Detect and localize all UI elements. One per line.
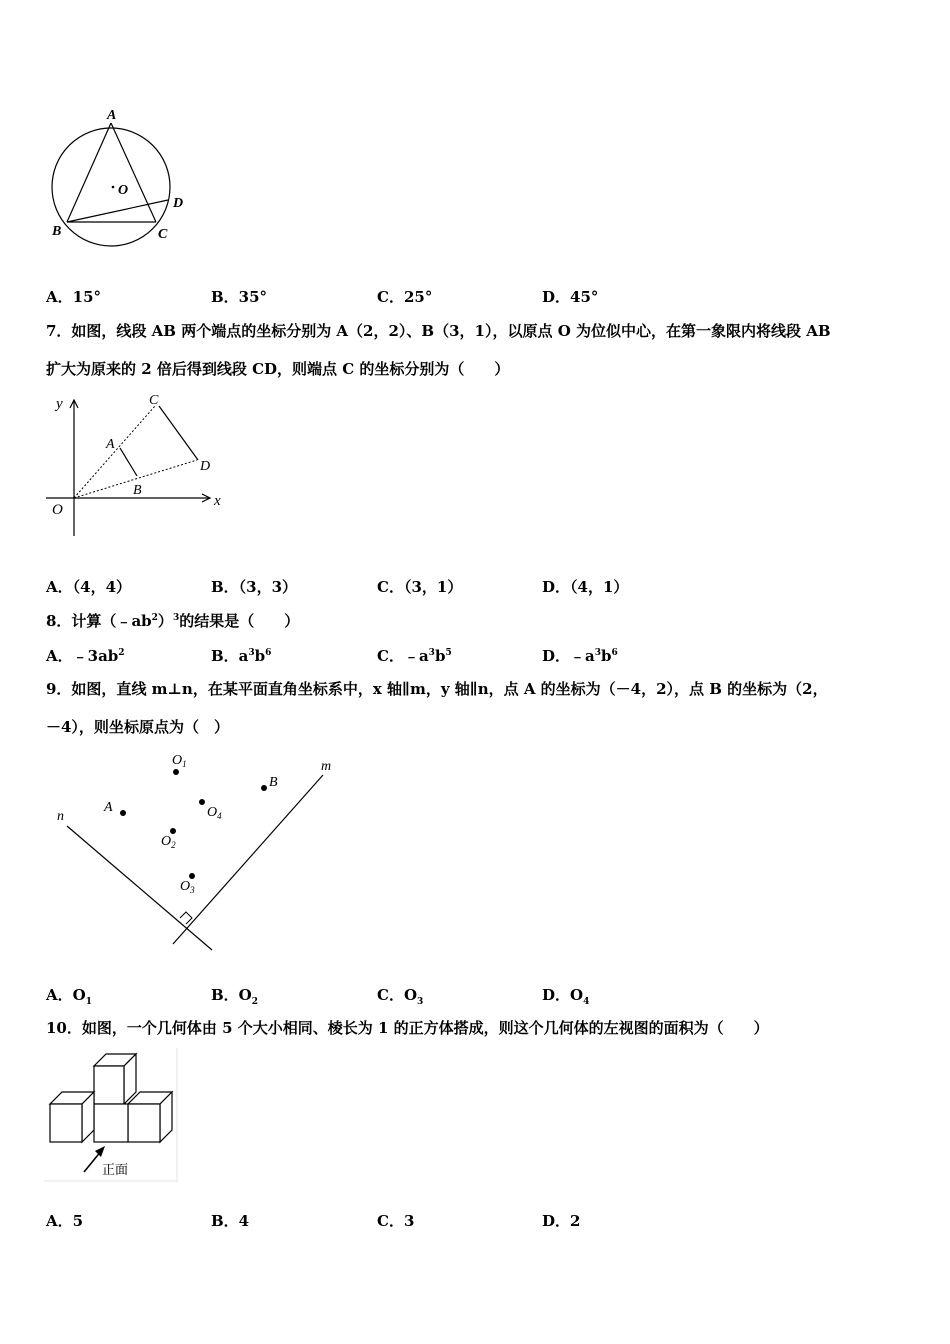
q8-option-c[interactable] — [377, 645, 452, 666]
q8-option-d-exp2: 6 — [611, 648, 618, 658]
q9-option-d-sub: 4 — [583, 997, 590, 1007]
q8-option-b-text: B．a — [211, 647, 249, 665]
label-d: D — [200, 459, 211, 474]
q9-stem-line2: －4），则坐标原点为（ ） — [46, 718, 229, 736]
front-arrow-head — [95, 1146, 105, 1157]
q8-option-c-mid: b — [434, 647, 446, 665]
segment-cd — [159, 406, 198, 460]
q7-coordinate-figure — [40, 388, 230, 540]
q8-option-d-mid: b — [601, 647, 612, 665]
label-b: B — [133, 483, 142, 498]
label-c: C — [149, 393, 159, 408]
q8-option-d-exp1: 3 — [594, 648, 601, 658]
q9-stem-line1: 9．如图，直线 m⊥n，在某平面直角坐标系中，x 轴∥m，y 轴∥n，点 A 的坐标为（－4，2），点 B 的坐标为（2， — [46, 680, 828, 698]
q8-stem-exp2: 3 — [172, 613, 180, 623]
left-cube-front-face — [50, 1104, 82, 1142]
label-o3: $O_3$ — [180, 879, 195, 895]
ray-oc — [74, 406, 155, 498]
q8-option-b-exp2: 6 — [265, 648, 272, 658]
q8-stem-mid: ） — [157, 612, 173, 630]
q7-option-c[interactable]: C．（3，1） — [377, 578, 463, 596]
label-d: D — [173, 196, 184, 211]
segment-ab — [67, 123, 111, 222]
q8-option-b-mid: b — [254, 647, 266, 665]
front-label: 正面 — [102, 1163, 129, 1178]
q10-option-d[interactable]: D．2 — [542, 1212, 581, 1230]
line-m — [173, 775, 323, 944]
q7-option-b[interactable]: B．（3，3） — [211, 578, 298, 596]
middle-cube-front-face — [94, 1104, 128, 1142]
q8-option-c-text: C．﹣a — [377, 647, 429, 665]
q6-option-d[interactable]: D．45° — [542, 288, 599, 306]
q8-stem — [46, 610, 299, 631]
q9-perpendicular-lines-figure — [45, 748, 345, 958]
q8-option-a-text: A．﹣3ab — [46, 647, 119, 665]
top-cube-front-face — [94, 1066, 124, 1104]
q6-circle-figure — [40, 100, 200, 250]
q9-option-a[interactable] — [46, 984, 92, 1007]
q8-stem-exp1: 2 — [151, 613, 158, 623]
label-o1: $O_1$ — [172, 753, 187, 769]
label-a: A — [106, 437, 115, 452]
q8-option-c-exp1: 3 — [428, 648, 435, 658]
cube-stack — [50, 1054, 172, 1142]
label-b: B — [52, 224, 62, 239]
q6-option-a[interactable]: A．15° — [46, 288, 102, 306]
label-o: O — [118, 183, 129, 198]
q9-option-a-sub: 1 — [85, 997, 92, 1007]
q10-option-c[interactable]: C．3 — [377, 1212, 415, 1230]
label-m: m — [321, 759, 332, 774]
label-y: y — [56, 396, 63, 412]
point-o1 — [173, 769, 179, 775]
q9-option-c-sub: 3 — [417, 997, 424, 1007]
center-dot — [112, 186, 115, 189]
q9-option-b[interactable] — [211, 984, 258, 1007]
q8-option-a[interactable] — [46, 645, 125, 666]
label-b: B — [269, 775, 278, 790]
q8-option-a-exp: 2 — [118, 648, 125, 658]
label-n: n — [57, 809, 64, 824]
point-a — [120, 810, 126, 816]
circle-o — [52, 128, 170, 246]
q6-option-b[interactable]: B．35° — [211, 288, 268, 306]
q7-stem-line2: 扩大为原来的 2 倍后得到线段 CD，则端点 C 的坐标分别为（ ） — [46, 360, 510, 378]
label-a: A — [104, 800, 113, 815]
q8-option-b[interactable] — [211, 645, 271, 666]
label-x: x — [214, 493, 221, 509]
q9-option-c[interactable] — [377, 984, 423, 1007]
q8-option-b-exp1: 3 — [248, 648, 255, 658]
q9-option-d-text: D．O — [542, 986, 584, 1004]
q7-option-a[interactable]: A．（4，4） — [46, 578, 132, 596]
q9-option-b-text: B．O — [211, 986, 252, 1004]
q10-stem: 10．如图，一个几何体由 5 个大小相同、棱长为 1 的正方体搭成，则这个几何体的左视图的面积为（ ） — [46, 1019, 769, 1037]
q6-option-c[interactable]: C．25° — [377, 288, 433, 306]
label-a: A — [107, 108, 117, 123]
label-o4: $O_4$ — [207, 805, 222, 821]
label-o: O — [52, 502, 63, 518]
q10-cubes-figure — [44, 1048, 180, 1184]
q9-option-c-text: C．O — [377, 986, 418, 1004]
q8-option-d-text: D．﹣a — [542, 647, 595, 665]
q7-option-d[interactable]: D．（4，1） — [542, 578, 629, 596]
q8-stem-pre: 8．计算（﹣ab — [46, 612, 152, 630]
q8-stem-post: 的结果是（ ） — [179, 612, 300, 630]
q8-option-d[interactable] — [542, 645, 618, 666]
segment-ab — [120, 448, 137, 476]
q8-option-c-exp2: 5 — [445, 648, 452, 658]
q9-option-a-text: A．O — [46, 986, 86, 1004]
right-cube-front-face — [128, 1104, 160, 1142]
point-b — [261, 785, 267, 791]
q10-option-b[interactable]: B．4 — [211, 1212, 250, 1230]
segment-bd — [67, 200, 168, 222]
point-o4 — [199, 799, 205, 805]
q10-option-a[interactable]: A．5 — [46, 1212, 84, 1230]
q7-stem-line1: 7．如图，线段 AB 两个端点的坐标分别为 A（2，2）、B（3，1），以原点 O 为位似中心，在第一象限内将线段 AB — [46, 322, 831, 340]
q9-option-d[interactable] — [542, 984, 589, 1007]
label-o2: $O_2$ — [161, 834, 176, 850]
label-c: C — [158, 227, 168, 242]
q9-option-b-sub: 2 — [251, 997, 259, 1007]
right-angle-mark — [180, 912, 192, 924]
